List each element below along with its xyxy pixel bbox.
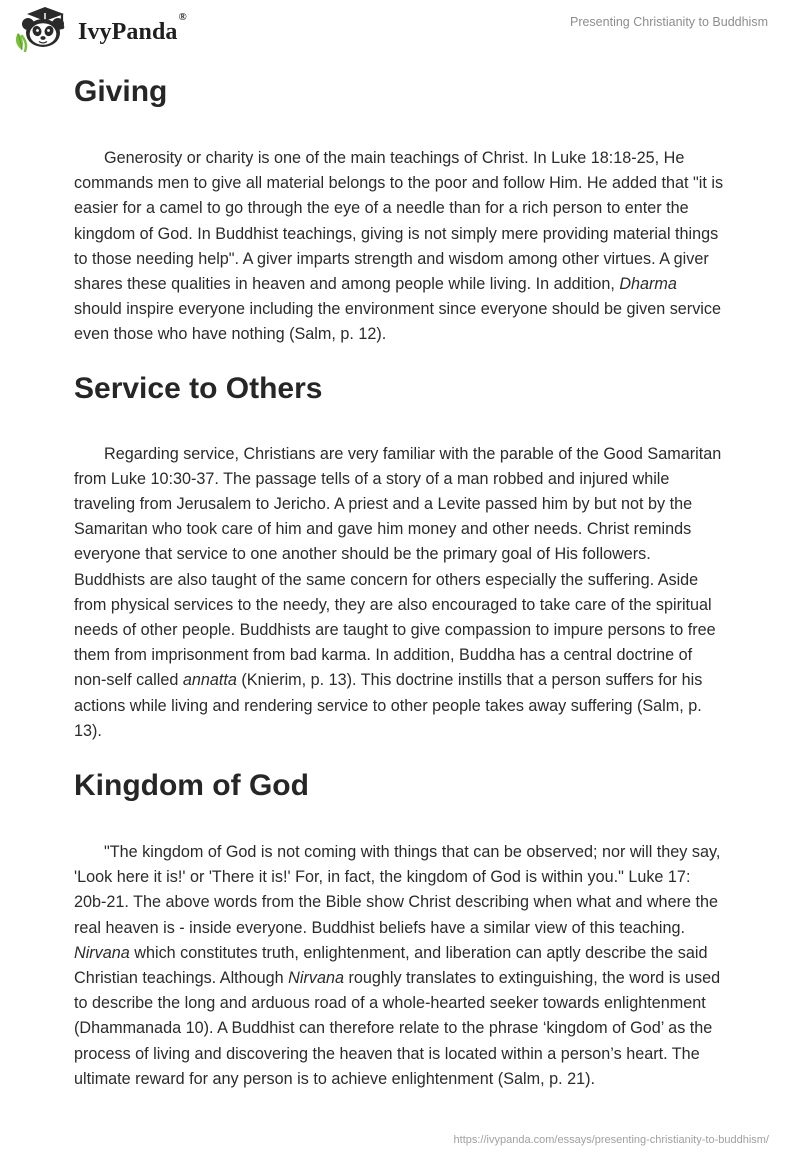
section-heading: Service to Others [74,371,323,405]
italic-term: Dharma [619,275,677,294]
registered-mark: ® [178,11,187,23]
brand-name: IvyPanda® [78,11,187,45]
section-paragraph: "The kingdom of God is not coming with things that can be observed; nor will they say, 'Look here it is!' or 'There it is!' For, in fact, the kingdom of God is within you." Luke 17: 20b-21. The above words from the Bible show Christ describing when what and where the real heaven is - inside everyone. Buddhist beliefs have a similar view of this teaching. Nirvana which constitutes truth, enlightenment, and liberation can aptly describe the said Christian teachings. Although Nirvana roughly translates to extinguishing, the word is used to describe the long and arduous road of a whole-hearted seeker towards enlightenment (Dhammanada 10). A Buddhist can therefore relate to the phrase ‘kingdom of God’ as the process of living and discovering the heaven that is located within a person’s heart. The ultimate reward for any person is to achieve enlightenment (Salm, p. 21). [74,843,721,1088]
italic-term: Nirvana [288,969,344,988]
panda-graduation-cap-logo-icon [14,6,72,57]
italic-term: annatta [182,671,237,690]
section-kingdom-of-god [74,766,724,1092]
section-giving [74,72,724,348]
section-paragraph: Regarding service, Christians are very familiar with the parable of the Good Samaritan from Luke 10:30-37. The passage tells of a story of a man robbed and injured while traveling from Jerusalem to Jericho. A priest and a Levite passed him by but not by the Samaritan who took care of him and gave him money and other needs. Christ reminds everyone that service to one another should be the primary goal of His followers. Buddhists are also taught of the same concern for others especially the suffering. Aside from physical services to the needy, they are also encouraged to take care of the spiritual needs of other people. Buddhists are taught to give compassion to impure persons to free them from imprisonment from bad karma. In addition, Buddha has a central doctrine of non-self called annatta (Knierim, p. 13). This doctrine instills that a person suffers for his actions while living and rendering service to other people takes away suffering (Salm, p. 13). [74,444,722,740]
section-service-to-others [74,369,724,744]
source-url[interactable]: https://ivypanda.com/essays/presenting-christianity-to-buddhism/ [453,1134,769,1146]
section-paragraph: Generosity or charity is one of the main teachings of Christ. In Luke 18:18-25, He commands men to give all material belongs to the poor and follow Him. He added that "it is easier for a camel to go through the eye of a needle than for a rich person to enter the kingdom of God. In Buddhist teachings, giving is not simply mere providing material things to those needing help". A giver imparts strength and wisdom among other virtues. A giver shares these qualities in heaven and among people while living. In addition, Dharma should inspire everyone including the environment since everyone should be given service even those who have nothing (Salm, p. 12). [74,149,724,344]
essay-content [74,72,724,1092]
ivypanda-logo[interactable] [14,8,194,54]
page-header [0,0,800,60]
italic-term: Nirvana [74,943,130,962]
document-title: Presenting Christianity to Buddhism [569,15,768,29]
section-heading: Kingdom of God [74,769,309,803]
section-heading: Giving [74,75,168,108]
